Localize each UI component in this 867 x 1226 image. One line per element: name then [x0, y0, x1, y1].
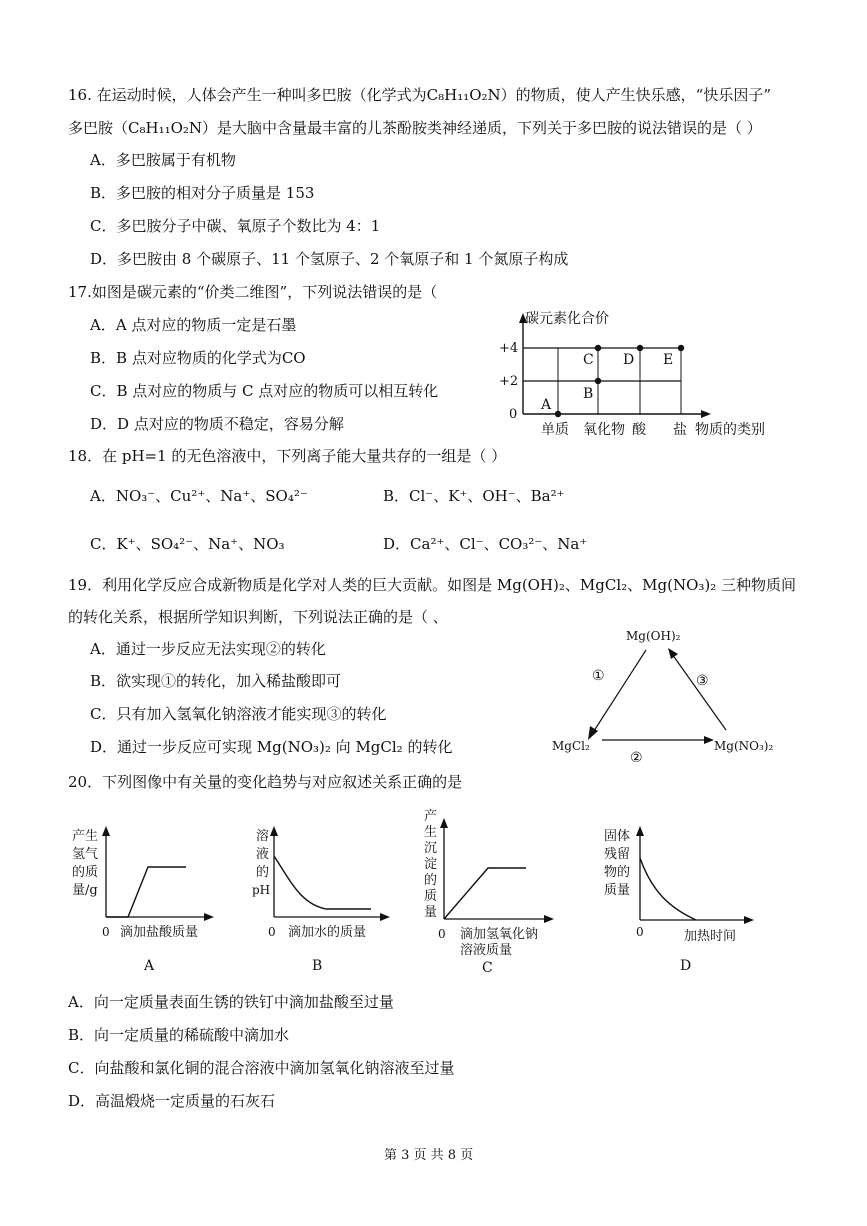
graph-a-letter: A — [144, 958, 155, 972]
graph-c-ylabel-5: 的 — [424, 873, 438, 888]
graph-a-origin: 0 — [102, 925, 110, 939]
graph-b-ylabel-1: 溶 — [256, 829, 270, 844]
q20-stem: 20．下列图像中有关量的变化趋势与对应叙述关系正确的是 — [68, 773, 463, 791]
q18-option-c: C．K⁺、SO₄²⁻、Na⁺、NO₃ — [90, 535, 285, 553]
q17-option-d: D．D 点对应的物质不稳定，容易分解 — [90, 415, 344, 433]
q19-option-c: C．只有加入氢氧化钠溶液才能实现③的转化 — [90, 705, 387, 723]
q17-option-b: B．B 点对应物质的化学式为CO — [90, 349, 306, 367]
q17-option-c: C．B 点对应的物质与 C 点对应的物质可以相互转化 — [90, 382, 439, 400]
point-d — [637, 345, 643, 351]
q18-option-a: A．NO₃⁻、Cu²⁺、Na⁺、SO₄²⁻ — [90, 487, 308, 505]
q16-stem-line1: 16. 在运动时候，人体会产生一种叫多巴胺（化学式为C₈H₁₁O₂N）的物质，使人产生快乐感，“快乐因子” — [68, 86, 771, 104]
graph-c — [420, 804, 570, 974]
page-number: 第 3 页 共 8 页 — [384, 1148, 474, 1163]
y-tick-4: +4 — [499, 341, 519, 356]
q20-option-b: B．向一定质量的稀硫酸中滴加水 — [68, 1026, 290, 1044]
label-e: E — [663, 352, 674, 368]
graph-b-ylabel-4: pH — [252, 883, 271, 897]
graph-a-ylabel-3: 的质 — [72, 865, 99, 880]
graph-c-ylabel-2: 生 — [424, 825, 438, 840]
q18-option-d: D．Ca²⁺、Cl⁻、CO₃²⁻、Na⁺ — [383, 535, 588, 553]
q16-option-c: C．多巴胺分子中碳、氧原子个数比为 4：1 — [90, 217, 381, 235]
graph-c-ylabel-7: 量 — [424, 905, 438, 920]
q18-stem: 18．在 pH=1 的无色溶液中，下列离子能大量共存的一组是（ ） — [68, 447, 507, 465]
graph-d-letter: D — [680, 958, 692, 972]
point-b — [595, 378, 601, 384]
label-a: A — [541, 397, 552, 413]
graph-c-curve — [444, 868, 526, 919]
q20-option-c: C．向盐酸和氯化铜的混合溶液中滴加氢氧化钠溶液至过量 — [68, 1059, 455, 1077]
point-a — [555, 411, 561, 417]
q17-option-a: A．A 点对应的物质一定是石墨 — [90, 316, 297, 334]
x-cat-acid: 酸 — [632, 422, 646, 438]
graph-b-ylabel-2: 液 — [256, 847, 270, 862]
conversion-diagram — [548, 622, 788, 762]
valence-class-chart — [495, 305, 785, 445]
arrow3-label: ③ — [696, 673, 709, 689]
graph-b-curve — [274, 856, 371, 909]
graph-a — [66, 822, 216, 972]
chart-x-title: 物质的类别 — [695, 422, 765, 438]
graph-c-ylabel-6: 质 — [424, 889, 438, 904]
x-cat-oxide: 氧化物 — [583, 422, 625, 438]
graph-a-ylabel-2: 氢气 — [72, 847, 99, 862]
point-c — [595, 345, 601, 351]
graph-a-ylabel-1: 产生 — [72, 829, 99, 844]
graph-d-ylabel-4: 质量 — [604, 883, 631, 898]
label-b: B — [583, 386, 594, 402]
q16-option-b: B．多巴胺的相对分子质量是 153 — [90, 184, 315, 202]
q19-option-d: D．通过一步反应可实现 Mg(NO₃)₂ 向 MgCl₂ 的转化 — [90, 738, 453, 756]
graph-c-origin: 0 — [438, 927, 446, 941]
graph-c-letter: C — [482, 960, 493, 974]
q20-option-d: D．高温煅烧一定质量的石灰石 — [68, 1092, 276, 1110]
graph-c-ylabel-1: 产 — [424, 809, 438, 824]
graph-d — [600, 822, 760, 972]
q16-option-a: A．多巴胺属于有机物 — [90, 151, 236, 169]
node-mgcl2: MgCl₂ — [552, 739, 590, 753]
node-mgoh2: Mg(OH)₂ — [626, 629, 681, 643]
graph-c-ylabel-4: 淀 — [424, 857, 438, 872]
graph-d-origin: 0 — [636, 925, 644, 939]
chart-y-title: 碳元素化合价 — [525, 311, 609, 327]
graph-d-ylabel-2: 残留 — [604, 847, 631, 862]
graph-d-curve — [640, 858, 696, 920]
q18-option-b: B．Cl⁻、K⁺、OH⁻、Ba²⁺ — [383, 487, 565, 505]
graph-d-xlabel: 加热时间 — [684, 929, 737, 944]
q19-stem-line1: 19．利用化学反应合成新物质是化学对人类的巨大贡献。如图是 Mg(OH)₂、MgCl₂、Mg(NO₃)₂ 三种物质间 — [68, 576, 797, 594]
label-c: C — [583, 352, 594, 368]
q19-stem-line2: 的转化关系，根据所学知识判断，下列说法正确的是（ 、 — [68, 608, 448, 626]
graph-a-ylabel-4: 量/g — [72, 883, 98, 898]
graph-d-ylabel-3: 物的 — [604, 865, 631, 880]
graph-b-xlabel: 滴加水的质量 — [288, 925, 367, 940]
graph-c-xlabel-1: 滴加氢氧化钠 — [460, 927, 539, 942]
q20-option-a: A．向一定质量表面生锈的铁钉中滴加盐酸至过量 — [68, 993, 394, 1011]
node-mgno32: Mg(NO₃)₂ — [714, 739, 774, 753]
q17-stem: 17.如图是碳元素的“价类二维图”，下列说法错误的是（ — [68, 283, 438, 301]
x-cat-simple: 单质 — [541, 422, 569, 438]
graph-a-xlabel: 滴加盐酸质量 — [120, 925, 199, 940]
graph-b — [246, 822, 396, 972]
graph-c-xlabel-2: 溶液质量 — [460, 943, 513, 958]
graph-b-origin: 0 — [268, 925, 276, 939]
graph-c-ylabel-3: 沉 — [424, 841, 438, 856]
graph-b-letter: B — [312, 958, 323, 972]
y-tick-0: 0 — [509, 407, 518, 422]
q16-stem-line2: 多巴胺（C₈H₁₁O₂N）是大脑中含量最丰富的儿茶酚胺类神经递质，下列关于多巴胺的说法错误的是（ ） — [68, 119, 762, 137]
q16-option-d: D．多巴胺由 8 个碳原子、11 个氢原子、2 个氧原子和 1 个氮原子构成 — [90, 250, 569, 268]
graph-d-ylabel-1: 固体 — [604, 829, 631, 844]
label-d: D — [623, 352, 635, 368]
x-cat-salt: 盐 — [673, 422, 687, 438]
q19-option-b: B．欲实现①的转化，加入稀盐酸即可 — [90, 672, 342, 690]
arrow2-label: ② — [630, 750, 643, 762]
point-e — [678, 345, 684, 351]
arrow1-label: ① — [592, 668, 605, 684]
q19-option-a: A．通过一步反应无法实现②的转化 — [90, 640, 326, 658]
graph-b-ylabel-3: 的 — [256, 865, 270, 880]
y-tick-2: +2 — [499, 374, 519, 389]
graph-a-curve — [106, 867, 186, 917]
